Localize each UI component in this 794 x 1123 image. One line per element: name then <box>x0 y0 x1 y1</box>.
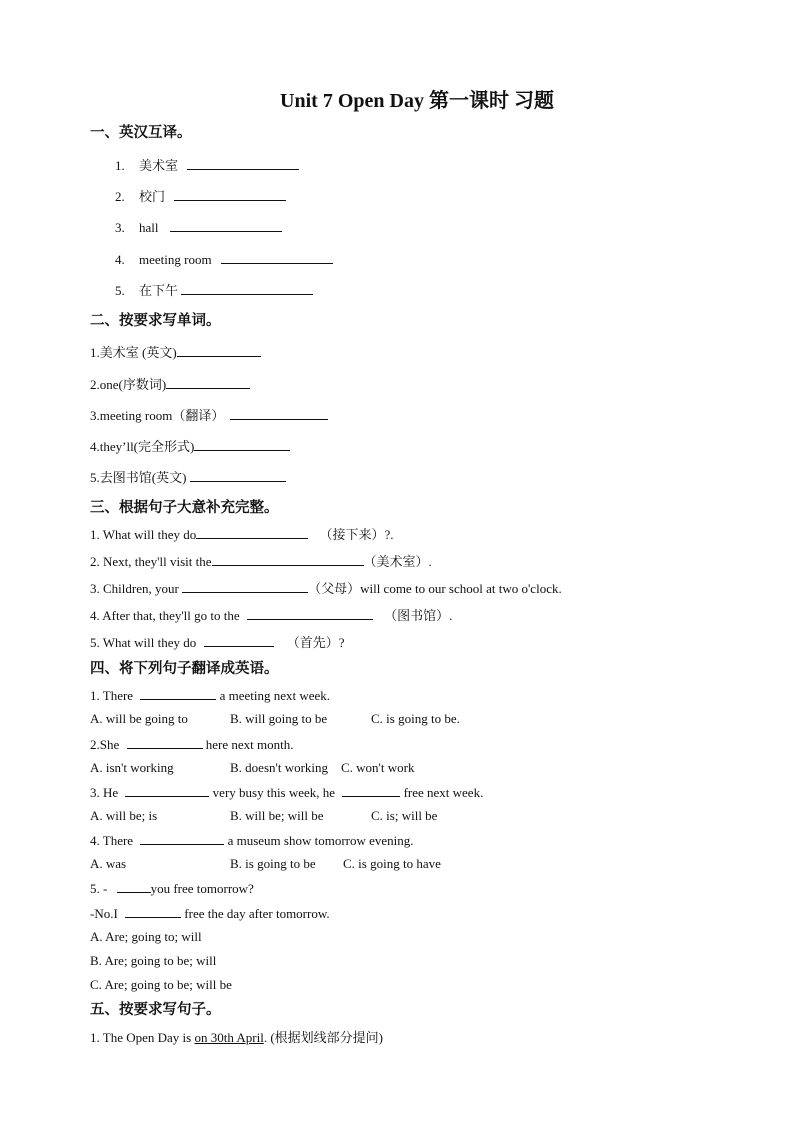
answer-blank[interactable] <box>194 438 290 451</box>
option-c[interactable]: C. is going to be. <box>371 711 460 726</box>
answer-blank[interactable] <box>196 526 308 539</box>
answer-blank[interactable] <box>190 469 286 482</box>
s4-question-2: 2.She here next month. <box>90 737 294 752</box>
answer-blank[interactable] <box>125 905 181 918</box>
option-b[interactable]: B. Are; going to be; will <box>90 953 217 968</box>
s2-item-5: 5.去图书馆(英文) <box>90 469 286 486</box>
s4-q3-options <box>90 808 437 824</box>
s4-question-3: 3. He very busy this week, he free next week. <box>90 785 484 800</box>
answer-blank[interactable] <box>221 251 333 264</box>
s4-q2-options <box>90 760 414 776</box>
option-a[interactable]: A. was <box>90 856 127 871</box>
answer-blank[interactable] <box>127 736 203 749</box>
s4-question-1: 1. There a meeting next week. <box>90 688 331 703</box>
option-b[interactable]: B. will be; will be <box>230 808 324 823</box>
option-c[interactable]: C. Are; going to be; will be <box>90 977 232 992</box>
s2-item-1: 1.美术室 (英文) <box>90 344 261 361</box>
answer-blank[interactable] <box>247 607 373 620</box>
answer-blank[interactable] <box>181 282 313 295</box>
s3-item-1: 1. What will they do （接下来）?. <box>90 527 394 542</box>
section-1-heading: 一、英汉互译。 <box>90 125 192 141</box>
s3-item-5: 5. What will they do （首先）? <box>90 635 345 650</box>
option-b[interactable]: B. is going to be <box>230 856 316 871</box>
s1-item-1: 1. 美术室 <box>115 157 299 174</box>
option-b[interactable]: B. doesn't working <box>230 760 329 775</box>
answer-blank[interactable] <box>182 580 308 593</box>
s4-question-5-reply: -No.I free the day after tomorrow. <box>90 906 330 921</box>
option-a[interactable]: A. will be; is <box>90 808 158 823</box>
section-5-heading: 五、按要求写句子。 <box>90 1002 221 1018</box>
option-c[interactable]: C. is going to have <box>343 856 441 871</box>
s2-item-2: 2.one(序数词) <box>90 376 250 393</box>
s2-item-4: 4.they’ll(完全形式) <box>90 438 290 455</box>
option-c[interactable]: C. won't work <box>341 760 415 775</box>
s4-q4-options <box>90 856 441 872</box>
answer-blank[interactable] <box>342 784 400 797</box>
answer-blank[interactable] <box>117 880 151 893</box>
s1-item-4: 4. meeting room <box>115 251 333 268</box>
s2-item-3: 3.meeting room（翻译） <box>90 407 328 424</box>
answer-blank[interactable] <box>212 553 364 566</box>
answer-blank[interactable] <box>170 219 282 232</box>
answer-blank[interactable] <box>177 344 261 357</box>
option-a[interactable]: A. will be going to <box>90 711 188 726</box>
s1-item-2: 2. 校门 <box>115 188 286 205</box>
option-c[interactable]: C. is; will be <box>371 808 438 823</box>
s4-question-5: 5. - you free tomorrow? <box>90 881 254 896</box>
section-4-heading: 四、将下列句子翻译成英语。 <box>90 661 279 677</box>
answer-blank[interactable] <box>140 687 216 700</box>
option-a[interactable]: A. Are; going to; will <box>90 929 202 944</box>
option-b[interactable]: B. will going to be <box>230 711 328 726</box>
option-a[interactable]: A. isn't working <box>90 760 174 775</box>
answer-blank[interactable] <box>204 634 274 647</box>
s1-item-3: 3. hall <box>115 219 282 236</box>
answer-blank[interactable] <box>174 188 286 201</box>
underlined-phrase: on 30th April <box>194 1030 264 1045</box>
answer-blank[interactable] <box>140 832 224 845</box>
section-2-heading: 二、按要求写单词。 <box>90 313 221 329</box>
s3-item-3: 3. Children, your （父母）will come to our school at two o'clock. <box>90 581 562 596</box>
s3-item-2: 2. Next, they'll visit the （美术室）. <box>90 554 432 569</box>
answer-blank[interactable] <box>166 376 250 389</box>
answer-blank[interactable] <box>187 157 299 170</box>
page-title: Unit 7 Open Day 第一课时 习题 <box>280 90 554 112</box>
s4-question-4: 4. There a museum show tomorrow evening. <box>90 833 414 848</box>
s5-question-1: 1. The Open Day is on 30th April. (根据划线部分提问) <box>90 1030 383 1045</box>
section-3-heading: 三、根据句子大意补充完整。 <box>90 500 279 516</box>
s3-item-4: 4. After that, they'll go to the （图书馆）. <box>90 608 453 623</box>
s4-q1-options <box>90 711 460 727</box>
answer-blank[interactable] <box>230 407 328 420</box>
s1-item-5: 5. 在下午 <box>115 282 313 299</box>
answer-blank[interactable] <box>125 784 209 797</box>
